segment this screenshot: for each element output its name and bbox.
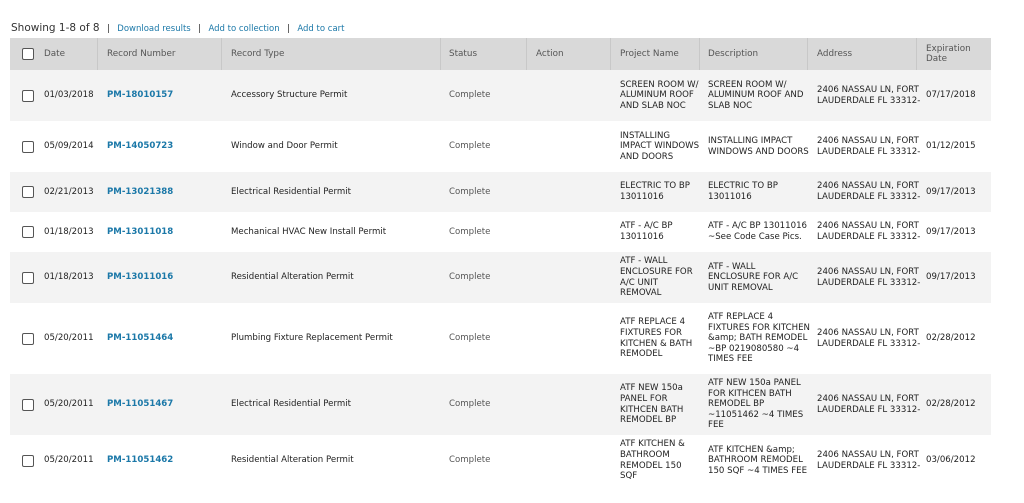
row-expiration-date: 03/06/2012 — [926, 455, 976, 466]
header-description[interactable]: Description — [708, 49, 759, 59]
header-date[interactable]: Date — [44, 49, 66, 59]
row-checkbox[interactable] — [22, 141, 34, 153]
row-status: Complete — [449, 399, 491, 410]
row-record-type: Residential Alteration Permit — [231, 455, 354, 466]
row-date: 05/20/2011 — [44, 455, 94, 466]
row-date: 01/18/2013 — [44, 226, 94, 237]
row-date: 05/20/2011 — [44, 333, 94, 344]
row-date: 05/09/2014 — [44, 141, 94, 152]
row-action — [536, 303, 616, 374]
select-all-cell — [18, 38, 38, 70]
row-address: 2406 NASSAU LN, FORT LAUDERDALE FL 33312- — [817, 181, 921, 202]
header-action: Action — [536, 49, 564, 59]
row-select-cell — [18, 70, 38, 121]
toolbar-separator: | — [198, 24, 202, 34]
row-record-type: Mechanical HVAC New Install Permit — [231, 226, 387, 237]
row-project-name: ATF KITCHEN & BATHROOM REMODEL 150 SQF — [620, 439, 685, 482]
column-divider — [610, 38, 611, 70]
row-checkbox[interactable] — [22, 90, 34, 102]
record-number-link[interactable]: PM-11051467 — [107, 399, 174, 410]
record-number-link[interactable]: PM-11051464 — [107, 333, 174, 344]
record-number-link[interactable]: PM-14050723 — [107, 141, 174, 152]
row-address: 2406 NASSAU LN, FORT LAUDERDALE FL 33312- — [817, 327, 921, 349]
table-row — [10, 121, 991, 172]
row-project-name: ATF NEW 150a PANEL FOR KITHCEN BATH REMODEL BP — [620, 383, 684, 426]
header-address[interactable]: Address — [817, 49, 853, 59]
row-record-number-cell — [107, 435, 222, 486]
row-select-cell — [18, 252, 38, 303]
row-expiration-date: 07/17/2018 — [926, 90, 976, 101]
row-date: 01/18/2013 — [44, 272, 94, 283]
column-divider — [221, 38, 222, 70]
row-address: 2406 NASSAU LN, FORT LAUDERDALE FL 33312- — [817, 449, 921, 471]
row-date: 02/21/2013 — [44, 186, 94, 197]
row-record-type: Electrical Residential Permit — [231, 399, 351, 410]
row-status: Complete — [449, 455, 491, 466]
row-record-number-cell — [107, 172, 222, 212]
row-expiration-date: 09/17/2013 — [926, 272, 976, 283]
row-action — [536, 70, 616, 121]
row-record-number-cell — [107, 121, 222, 172]
row-description: ATF REPLACE 4 FIXTURES FOR KITCHEN &amp; BATH REMODEL ~BP 0219080580 ~4 TIMES FEE — [708, 312, 810, 365]
row-address: 2406 NASSAU LN, FORT LAUDERDALE FL 33312- — [817, 84, 921, 106]
column-divider — [916, 38, 917, 70]
header-record-number[interactable]: Record Number — [107, 49, 176, 59]
row-project-name: ELECTRIC TO BP 13011016 — [620, 181, 690, 202]
header-record-type[interactable]: Record Type — [231, 49, 285, 59]
row-description: ATF - A/C BP 13011016 ~See Code Case Pics. — [708, 221, 808, 242]
row-select-cell — [18, 121, 38, 172]
table-row — [10, 252, 991, 303]
row-expiration-date: 09/17/2013 — [926, 226, 976, 237]
row-expiration-date: 01/12/2015 — [926, 141, 976, 152]
row-status: Complete — [449, 226, 491, 237]
header-status[interactable]: Status — [449, 49, 478, 59]
row-expiration-date: 09/17/2013 — [926, 186, 976, 197]
row-select-cell — [18, 212, 38, 252]
row-record-type: Accessory Structure Permit — [231, 90, 348, 101]
results-toolbar — [11, 21, 344, 35]
toolbar-separator: | — [286, 24, 291, 34]
column-divider — [97, 38, 98, 70]
record-number-link[interactable]: PM-13011018 — [107, 226, 174, 237]
row-record-number-cell — [107, 70, 222, 121]
row-action — [536, 212, 616, 252]
row-checkbox[interactable] — [22, 226, 34, 238]
row-record-number-cell — [107, 212, 222, 252]
row-description: ATF KITCHEN &amp; BATHROOM REMODEL 150 SQF ~4 TIMES FEE — [708, 444, 808, 476]
table-row — [10, 303, 991, 374]
row-date: 05/20/2011 — [44, 399, 94, 410]
row-expiration-date: 02/28/2012 — [926, 399, 976, 410]
column-divider — [526, 38, 527, 70]
row-description: ATF - WALL ENCLOSURE FOR A/C UNIT REMOVAL — [708, 261, 799, 293]
download-results-link[interactable]: Download results — [117, 24, 191, 34]
row-project-name: SCREEN ROOM W/ ALUMINUM ROOF AND SLAB NOC — [620, 79, 699, 111]
row-checkbox[interactable] — [22, 333, 34, 345]
row-address: 2406 NASSAU LN, FORT LAUDERDALE FL 33312- — [817, 221, 921, 242]
row-project-name: ATF - A/C BP 13011016 — [620, 221, 673, 242]
table-header — [10, 38, 991, 70]
record-number-link[interactable]: PM-13011016 — [107, 272, 174, 283]
toolbar-separator: | — [106, 24, 110, 34]
row-select-cell — [18, 435, 38, 486]
row-project-name: ATF - WALL ENCLOSURE FOR A/C UNIT REMOVAL — [620, 256, 693, 299]
row-checkbox[interactable] — [22, 455, 34, 467]
header-expiration-date[interactable]: Expiration Date — [926, 44, 971, 64]
row-address: 2406 NASSAU LN, FORT LAUDERDALE FL 33312- — [817, 393, 921, 415]
row-status: Complete — [449, 90, 491, 101]
row-status: Complete — [449, 333, 491, 344]
row-record-number-cell — [107, 252, 222, 303]
select-all-checkbox[interactable] — [22, 48, 34, 60]
row-status: Complete — [449, 141, 491, 152]
table-row — [10, 435, 991, 486]
row-status: Complete — [449, 186, 491, 197]
row-address: 2406 NASSAU LN, FORT LAUDERDALE FL 33312- — [817, 266, 921, 288]
row-select-cell — [18, 172, 38, 212]
header-project-name[interactable]: Project Name — [620, 49, 679, 59]
table-row — [10, 212, 991, 252]
row-action — [536, 121, 616, 172]
row-record-type: Residential Alteration Permit — [231, 272, 354, 283]
row-date: 01/03/2018 — [44, 90, 94, 101]
table-row — [10, 374, 991, 435]
row-record-type: Plumbing Fixture Replacement Permit — [231, 333, 393, 344]
add-to-collection-link[interactable]: Add to collection — [208, 24, 280, 34]
row-description: INSTALLING IMPACT WINDOWS AND DOORS — [708, 135, 809, 157]
record-number-link[interactable]: PM-13021388 — [107, 186, 174, 197]
column-divider — [440, 38, 441, 70]
row-expiration-date: 02/28/2012 — [926, 333, 976, 344]
row-action — [536, 374, 616, 435]
row-status: Complete — [449, 272, 491, 283]
row-project-name: INSTALLING IMPACT WINDOWS AND DOORS — [620, 130, 700, 162]
results-count: Showing 1-8 of 8 — [11, 22, 100, 34]
column-divider — [699, 38, 700, 70]
row-address: 2406 NASSAU LN, FORT LAUDERDALE FL 33312- — [817, 135, 921, 157]
row-action — [536, 252, 616, 303]
row-project-name: ATF REPLACE 4 FIXTURES FOR KITCHEN & BATH REMODEL — [620, 317, 693, 360]
row-description: SCREEN ROOM W/ ALUMINUM ROOF AND SLAB NOC — [708, 79, 804, 111]
row-description: ELECTRIC TO BP 13011016 — [708, 181, 778, 202]
row-checkbox[interactable] — [22, 272, 34, 284]
row-action — [536, 172, 616, 212]
table-row — [10, 70, 991, 121]
record-number-link[interactable]: PM-18010157 — [107, 90, 174, 101]
row-record-type: Electrical Residential Permit — [231, 186, 351, 197]
row-action — [536, 435, 616, 486]
row-select-cell — [18, 374, 38, 435]
add-to-cart-link[interactable]: Add to cart — [297, 24, 345, 34]
row-checkbox[interactable] — [22, 399, 34, 411]
record-number-link[interactable]: PM-11051462 — [107, 455, 174, 466]
table-row — [10, 172, 991, 212]
row-record-number-cell — [107, 374, 222, 435]
row-record-number-cell — [107, 303, 222, 374]
row-record-type: Window and Door Permit — [231, 141, 338, 152]
column-divider — [807, 38, 808, 70]
row-description: ATF NEW 150a PANEL FOR KITHCEN BATH REMODEL BP ~11051462 ~4 TIMES FEE — [708, 378, 804, 431]
row-checkbox[interactable] — [22, 186, 34, 198]
row-select-cell — [18, 303, 38, 374]
